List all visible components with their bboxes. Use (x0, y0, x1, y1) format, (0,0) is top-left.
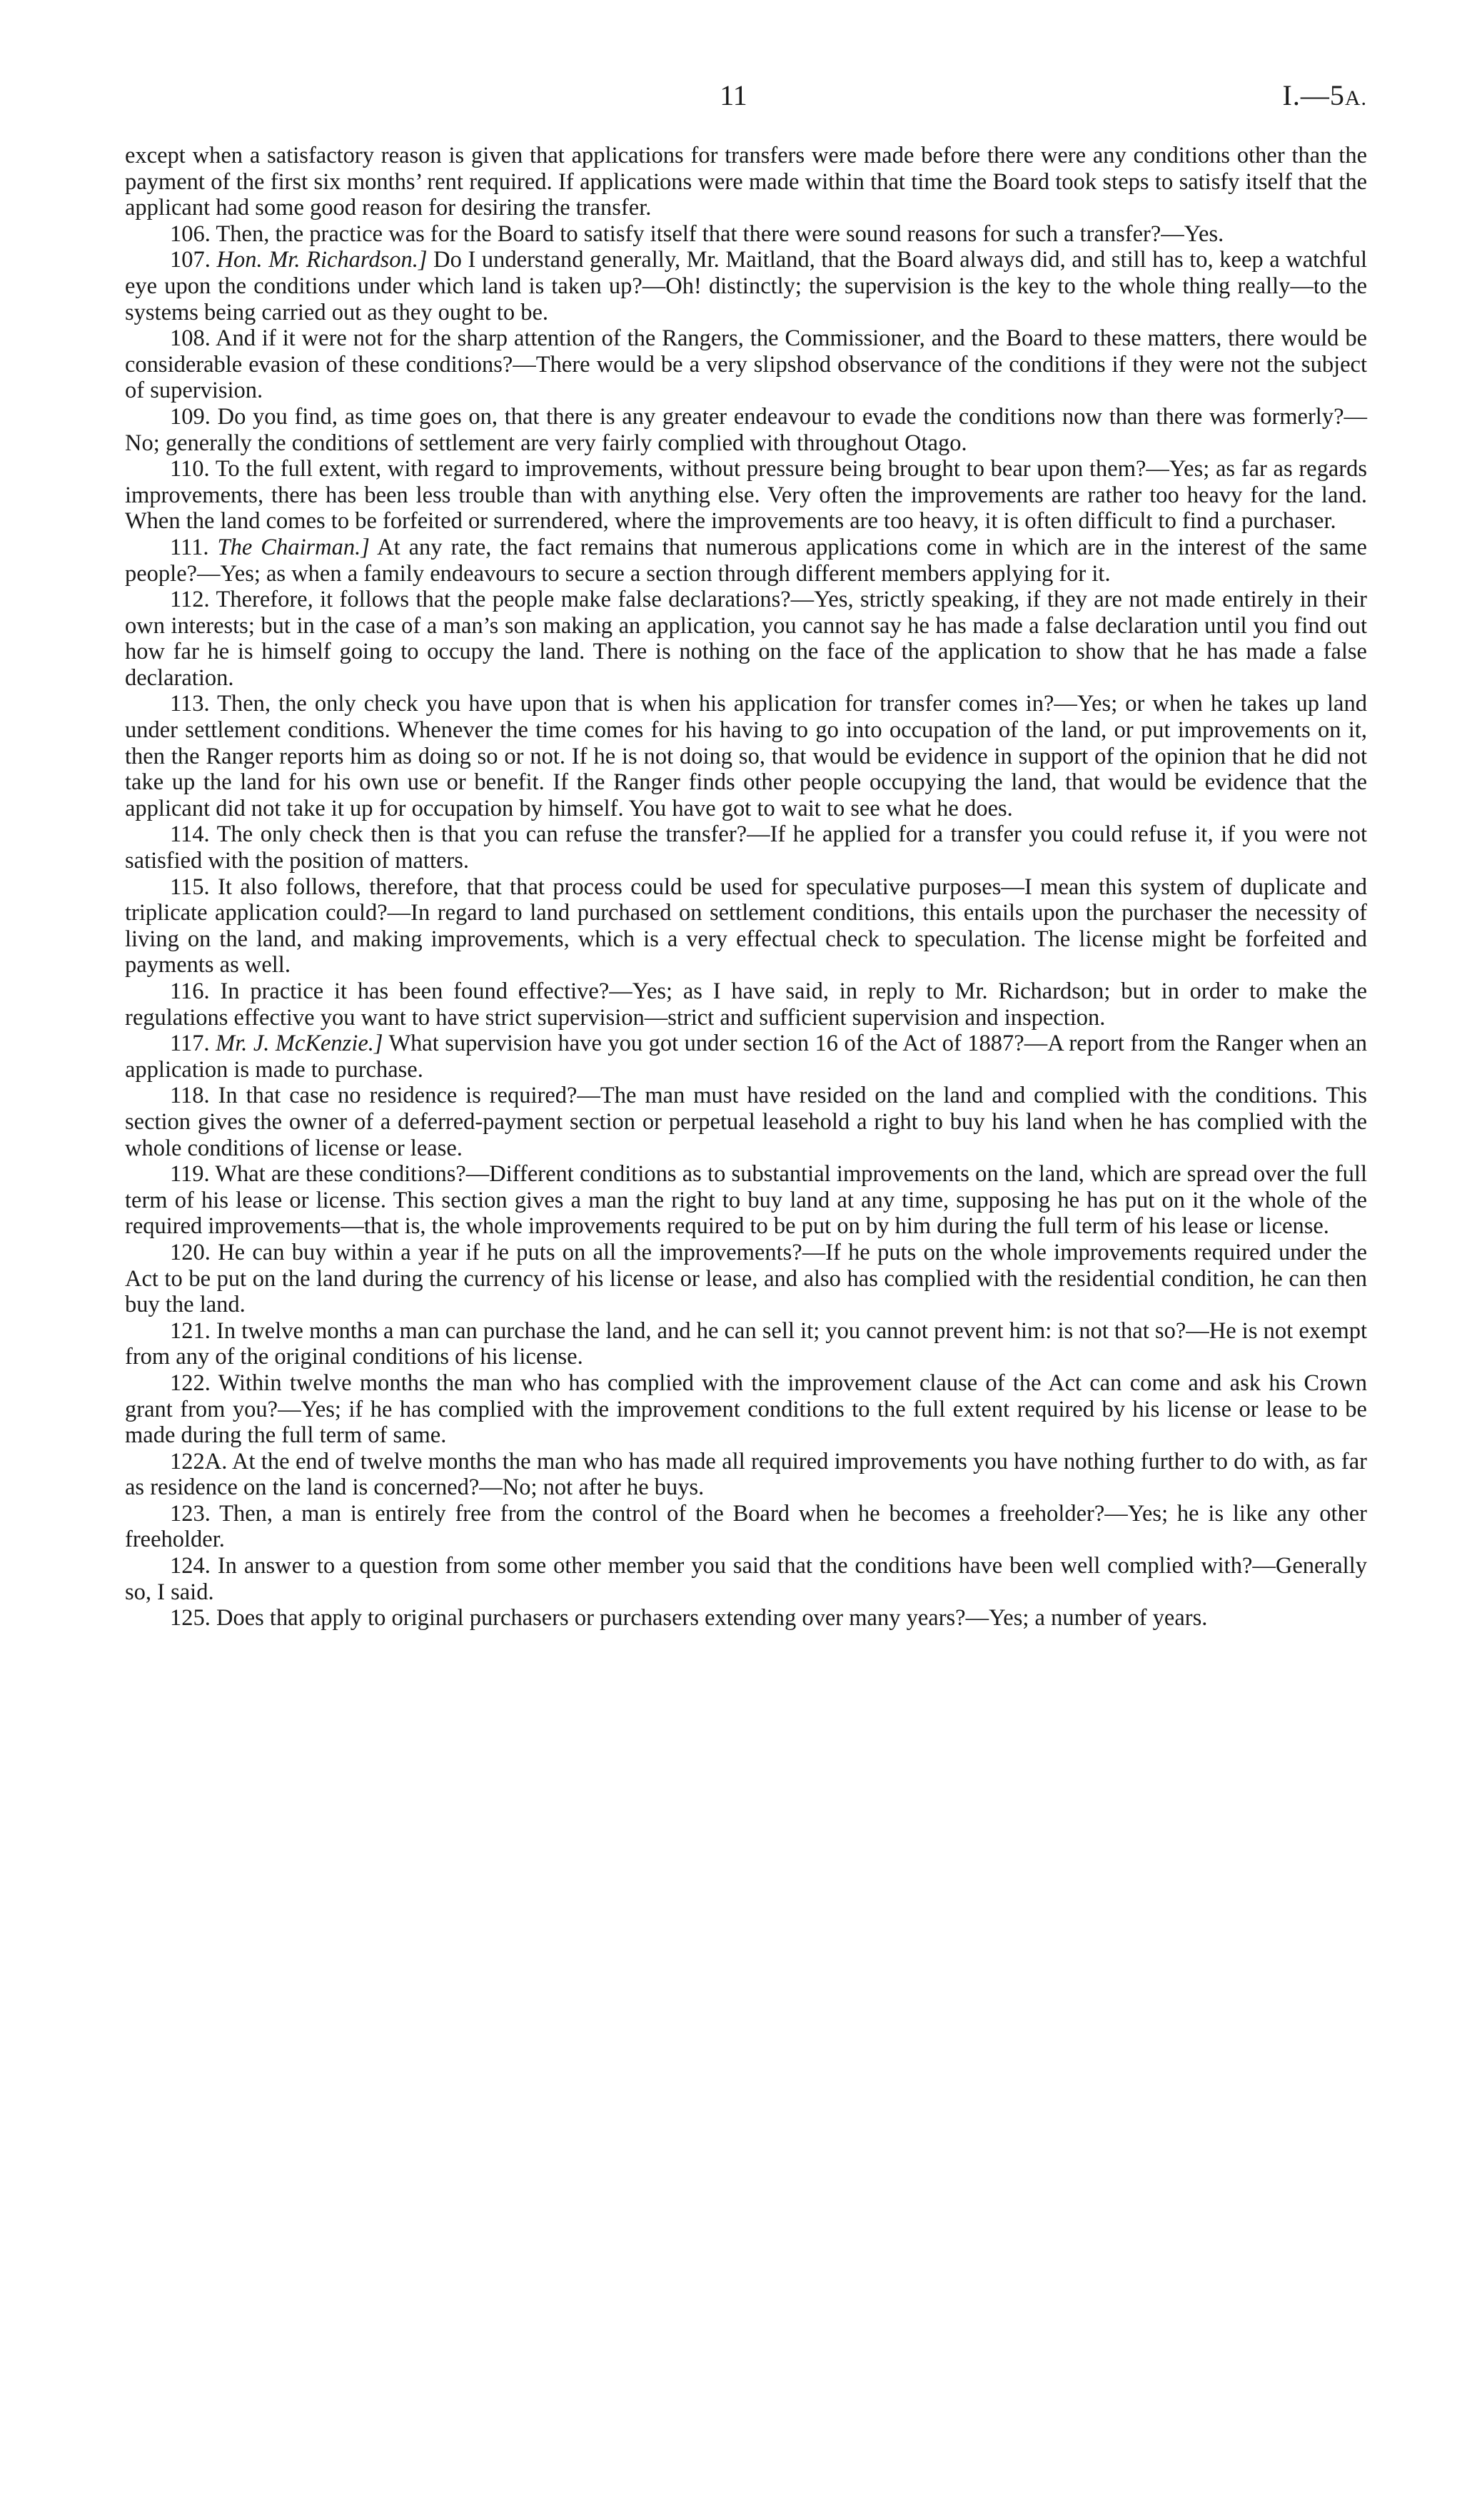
paragraph-number: 118. (170, 1083, 210, 1109)
paragraph-text: To the full extent, with regard to improvements, without pressure being brought to bear upon them?—Yes; as far as regards improvements, there has been less trouble than with anything else. Very often the improvements are rather too heavy for the land. When the land comes to be forfeited or surrendered, where the improvements are too heavy, it is often difficult to find a purchaser. (125, 456, 1367, 535)
paragraph-text: At any rate, the fact remains that numerous applications come in which are in the interest of the same people?—Yes; as when a family endeavours to secure a section through different members applying for it. (125, 534, 1367, 587)
speaker-name: The Chairman.] (217, 534, 370, 560)
paragraph-number: 111. (170, 534, 209, 560)
paragraph-text: The only check then is that you can refuse the transfer?—If he applied for a transfer you could refuse it, if you were not satisfied with the position of matters. (125, 821, 1368, 874)
paragraph-text: He can buy within a year if he puts on all the improvements?—If he puts on the whole improvements required under the Act to be put on the land during the currency of his license or lease, and also has complied with the residential condition, he can then buy the land. (125, 1239, 1367, 1318)
speaker-name: Hon. Mr. Richardson.] (216, 247, 428, 273)
document-code-suffix: A. (1344, 86, 1367, 110)
paragraph-text: Therefore, it follows that the people make false declarations?—Yes, strictly speaking, if they are not made entirely in their own interests; but in the case of a man’s son making an application, you cannot say he has made a false declaration until you find out how far he is himself going to occupy the land. There is nothing on the face of the application to show that he has made a false declaration. (125, 587, 1367, 691)
paragraph-text: In twelve months a man can purchase the land, and he can sell it; you cannot prevent him: is not that so?—He is not exempt from any of the original conditions of his license. (125, 1317, 1367, 1370)
paragraph-number: 112. (170, 587, 210, 613)
document-code-prefix: I.—5 (1282, 79, 1345, 111)
page-number: 11 (720, 79, 747, 111)
paragraph-113 (125, 691, 1367, 821)
paragraph-number: 114. (170, 821, 210, 848)
paragraph-119 (125, 1161, 1367, 1240)
paragraph-124 (125, 1553, 1367, 1605)
paragraph-number: 122. (170, 1370, 211, 1396)
paragraph-number: 113. (170, 691, 210, 717)
paragraph-text: In answer to a question from some other member you said that the conditions have been well complied with?—Generally so, I said. (125, 1553, 1367, 1605)
evidence-text (125, 143, 1367, 1631)
paragraph-118 (125, 1083, 1367, 1161)
paragraph-116 (125, 978, 1367, 1031)
paragraph-text: Then, the practice was for the Board to satisfy itself that there were sound reasons for such a transfer?—Yes. (216, 221, 1224, 247)
paragraph-text: Then, the only check you have upon that is when his application for transfer comes in?—Yes; or when he takes up land under settlement conditions. Whenever the time comes for his having to go into occupation of the land, or put improvements on it, then the Ranger reports him as doing so or not. If he is not doing so, that would be evidence in support of the opinion that he did not take up the land for his own use or benefit. If the Ranger finds other people occupying the land, that would be evidence that the applicant did not take it up for occupation by himself. You have got to wait to see what he does. (125, 691, 1367, 821)
paragraph-107 (125, 247, 1367, 325)
paragraph-125 (125, 1605, 1367, 1631)
page-header (0, 71, 1467, 121)
paragraph-number: 120. (170, 1239, 211, 1265)
paragraph-number: 124. (170, 1553, 211, 1579)
paragraph-text: What are these conditions?—Different conditions as to substantial improvements on the land, which are spread over the full term of his lease or license. This section gives a man the right to buy land at any time, supposing he has put on it the whole of the required improvements—that is, the whole improvements required to be put on by him during the full term of his lease or license. (125, 1161, 1367, 1240)
paragraph-text: Within twelve months the man who has complied with the improvement clause of the Act can come and ask his Crown grant from you?—Yes; if he has complied with the improvement conditions to the full extent required by his license or lease to be made during the full term of same. (125, 1370, 1368, 1449)
paragraph-number: 123. (170, 1500, 211, 1527)
paragraph-number: 115. (170, 874, 210, 900)
paragraph-number: 117. (170, 1031, 210, 1057)
paragraph-number: 125. (170, 1605, 211, 1631)
paragraph-text: It also follows, therefore, that that process could be used for speculative purposes—I mean this system of duplicate and triplicate application could?—In regard to land purchased on settlement conditions, this entails upon the purchaser the necessity of living on the land, and making improvements, which is a very effectual check to speculation. The license might be forfeited and payments as well. (125, 874, 1368, 978)
paragraph-108 (125, 325, 1367, 404)
paragraph-text: Do I understand generally, Mr. Maitland, that the Board always did, and still has to, keep a watchful eye upon the conditions under which land is taken up?—Oh! distinctly; the supervision is the key to the whole thing really—to the systems being carried out as they ought to be. (125, 247, 1367, 325)
paragraph-115 (125, 874, 1367, 978)
paragraph-text: Then, a man is entirely free from the control of the Board when he becomes a freeholder?—Yes; he is like any other freeholder. (125, 1500, 1367, 1553)
paragraph-106 (125, 221, 1367, 248)
paragraph-117 (125, 1031, 1367, 1083)
paragraph-114 (125, 821, 1367, 874)
paragraph-number: 107. (170, 247, 211, 273)
paragraph-text: At the end of twelve months the man who has made all required improvements you have nothing further to do with, as far as residence on the land is concerned?—No; not after he buys. (125, 1448, 1367, 1501)
speaker-name: Mr. J. McKenzie.] (216, 1031, 383, 1057)
paragraph-number: 121. (170, 1317, 211, 1344)
paragraph-text: In that case no residence is required?—The man must have resided on the land and complied with the conditions. This section gives the owner of a deferred-payment section or perpetual leasehold a right to buy his land when he has complied with the whole conditions of license or lease. (125, 1083, 1367, 1161)
paragraph-number: 106. (170, 221, 211, 247)
paragraph-number: 109. (170, 403, 211, 430)
paragraph-number: 119. (170, 1161, 210, 1188)
paragraph-text: Does that apply to original purchasers or purchasers extending over many years?—Yes; a number of years. (216, 1605, 1208, 1631)
paragraph-122a (125, 1449, 1367, 1501)
paragraph-text: In practice it has been found effective?—Yes; as I have said, in reply to Mr. Richardson; but in order to make the regulations effective you want to have strict supervision—strict and sufficient supervision and inspection. (125, 978, 1368, 1031)
paragraph-112 (125, 587, 1367, 691)
paragraph-120 (125, 1240, 1367, 1318)
paragraph-text: And if it were not for the sharp attention of the Rangers, the Commissioner, and the Board to these matters, there would be considerable evasion of these conditions?—There would be a very slipshod observance of the conditions if they were not the subject of supervision. (125, 325, 1367, 404)
paragraph-text: except when a satisfactory reason is given that applications for transfers were made before there were any conditions other than the payment of the first six months’ rent required. If applications were made within that time the Board took steps to satisfy itself that the applicant had some good reason for desiring the transfer. (125, 143, 1367, 221)
paragraph-number: 116. (170, 978, 210, 1004)
paragraph-123 (125, 1501, 1367, 1553)
paragraph-109 (125, 404, 1367, 456)
paragraph-number: 122A. (170, 1448, 228, 1474)
paragraph-text: What supervision have you got under section 16 of the Act of 1887?—A report from the Ranger when an application is made to purchase. (125, 1031, 1367, 1083)
paragraph-number: 108. (170, 325, 211, 352)
paragraph-text: Do you find, as time goes on, that there is any greater endeavour to evade the conditions now than there was formerly?—No; generally the conditions of settlement are very fairly complied with throughout Otago. (125, 403, 1367, 456)
paragraph-121 (125, 1318, 1367, 1370)
paragraph-number: 110. (170, 456, 210, 482)
paragraph-111 (125, 535, 1367, 587)
document-code (1283, 79, 1368, 112)
paragraph-continuation (125, 143, 1367, 221)
paragraph-110 (125, 456, 1367, 535)
paragraph-122 (125, 1370, 1367, 1449)
